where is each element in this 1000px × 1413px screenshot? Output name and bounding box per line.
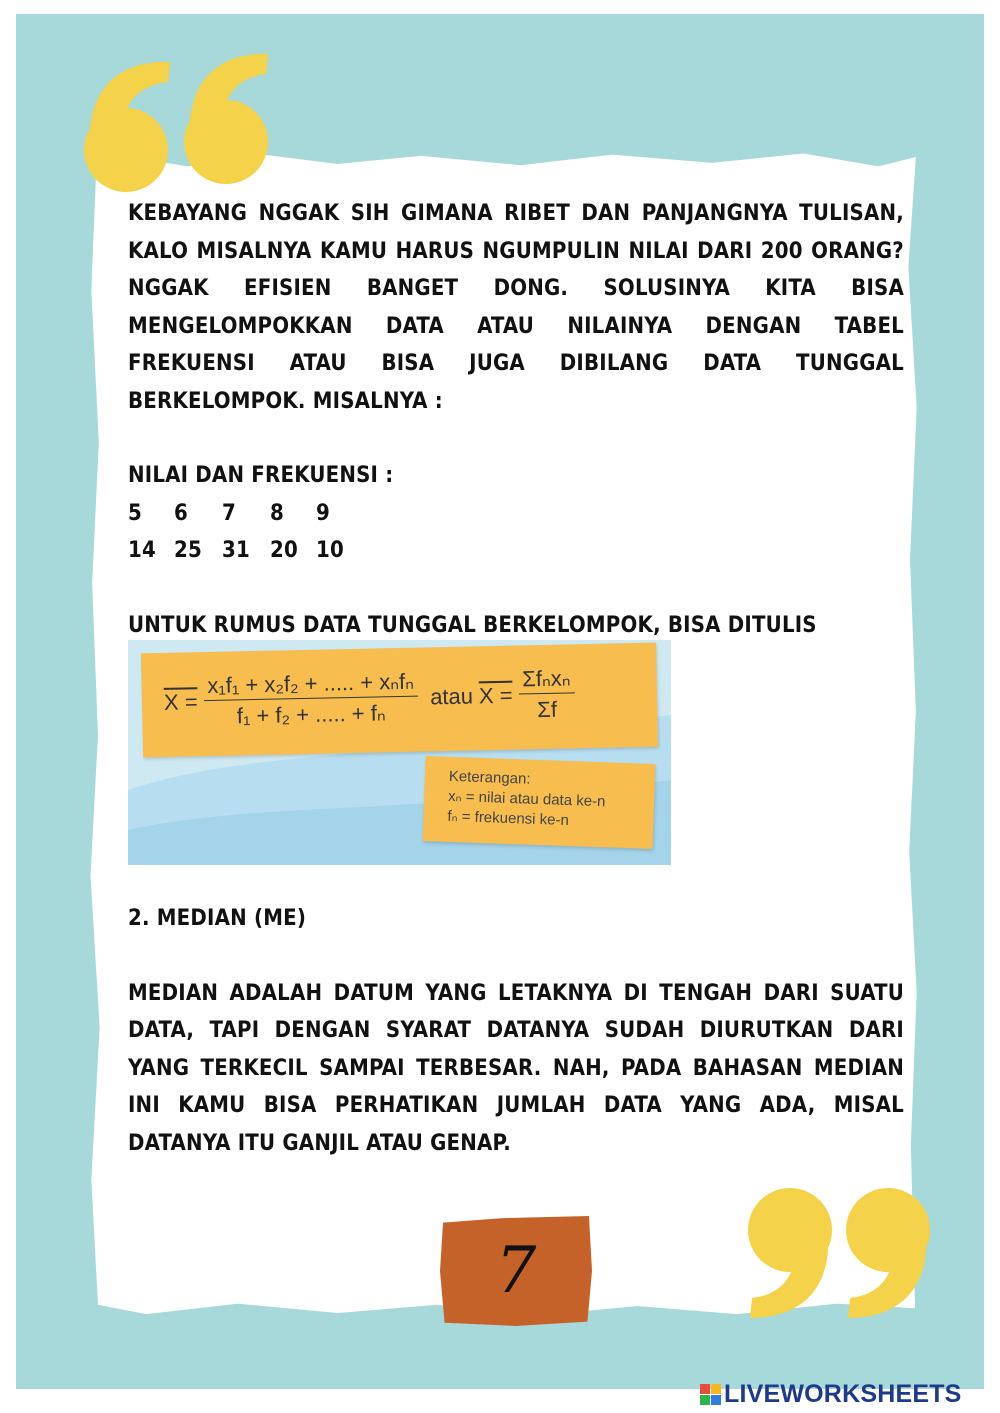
open-quote-icon <box>78 10 288 210</box>
values-row <box>128 495 904 533</box>
note-line-2: fₙ = frekuensi ke-n <box>447 807 570 830</box>
liveworksheets-watermark[interactable] <box>700 1378 962 1410</box>
formula-fraction-2 <box>518 666 575 722</box>
formula-denominator-2: Σf <box>536 696 558 723</box>
page-content <box>128 195 904 682</box>
frequency-cell: 14 <box>128 538 156 563</box>
note-line-1: xₙ = nilai atau data ke-n <box>447 787 606 811</box>
section-heading: 2. MEDIAN (ME) <box>128 906 307 931</box>
close-quote-icon <box>738 1180 938 1320</box>
formula-lhs-2: X = <box>478 682 513 708</box>
note-title: Keterangan: <box>448 767 531 788</box>
formula-card <box>141 643 658 758</box>
intro-paragraph: KEBAYANG NGGAK SIH GIMANA RIBET DAN PANJANGNYA TULISAN, KALO MISALNYA KAMU HARUS NGUMPULIN NILAI DARI 200 ORANG? NGGAK EFISIEN BANGET DONG. SOLUSINYA KITA BISA MENGELOMPOKKAN DATA ATAU NILAINYA DENGAN TABEL FREKUENSI ATAU BISA JUGA DIBILANG DATA TUNGGAL BERKELOMPOK. MISALNYA : <box>128 201 904 414</box>
liveworksheets-logo-icon <box>700 1384 721 1405</box>
formula-numerator: x₁f₁ + x₂f₂ + ..... + xₙfₙ <box>203 670 418 701</box>
formula-connector: atau <box>429 682 474 709</box>
table-heading: NILAI DAN FREKUENSI : <box>128 463 394 488</box>
value-cell: 5 <box>128 500 142 526</box>
value-cell: 9 <box>316 500 330 526</box>
formula-denominator: f₁ + f₂ + ..... + fₙ <box>236 700 386 729</box>
median-paragraph: MEDIAN ADALAH DATUM YANG LETAKNYA DI TENGAH DARI SUATU DATA, TAPI DENGAN SYARAT DATANYA SUDAH DIURUTKAN DARI YANG TERKECIL SAMPAI TERBESAR. NAH, PADA BAHASAN MEDIAN INI KAMU BISA PERHATIKAN JUMLAH DATA YANG ADA, MISAL DATANYA ITU GANJIL ATAU GENAP. <box>128 980 904 1156</box>
mean-formula <box>163 665 654 730</box>
frequency-cell: 31 <box>222 538 250 563</box>
formula-numerator-2: Σfₙxₙ <box>518 666 575 694</box>
watermark-text: LIVEWORKSHEETS <box>724 1379 962 1408</box>
formula-intro: UNTUK RUMUS DATA TUNGGAL BERKELOMPOK, BISA DITULIS <box>128 612 817 638</box>
note-card <box>423 756 656 849</box>
value-cell: 6 <box>174 500 188 526</box>
formula-fraction <box>203 670 419 729</box>
frequency-cell: 20 <box>270 538 298 563</box>
page-number: 7 <box>495 1234 537 1308</box>
frequency-row <box>128 532 904 570</box>
formula-image <box>128 640 671 865</box>
value-cell: 8 <box>270 500 284 526</box>
value-cell: 7 <box>222 500 236 526</box>
frequency-cell: 25 <box>174 538 202 563</box>
formula-lhs: X = <box>163 688 198 715</box>
frequency-cell: 10 <box>316 538 344 563</box>
median-section <box>128 900 904 1162</box>
